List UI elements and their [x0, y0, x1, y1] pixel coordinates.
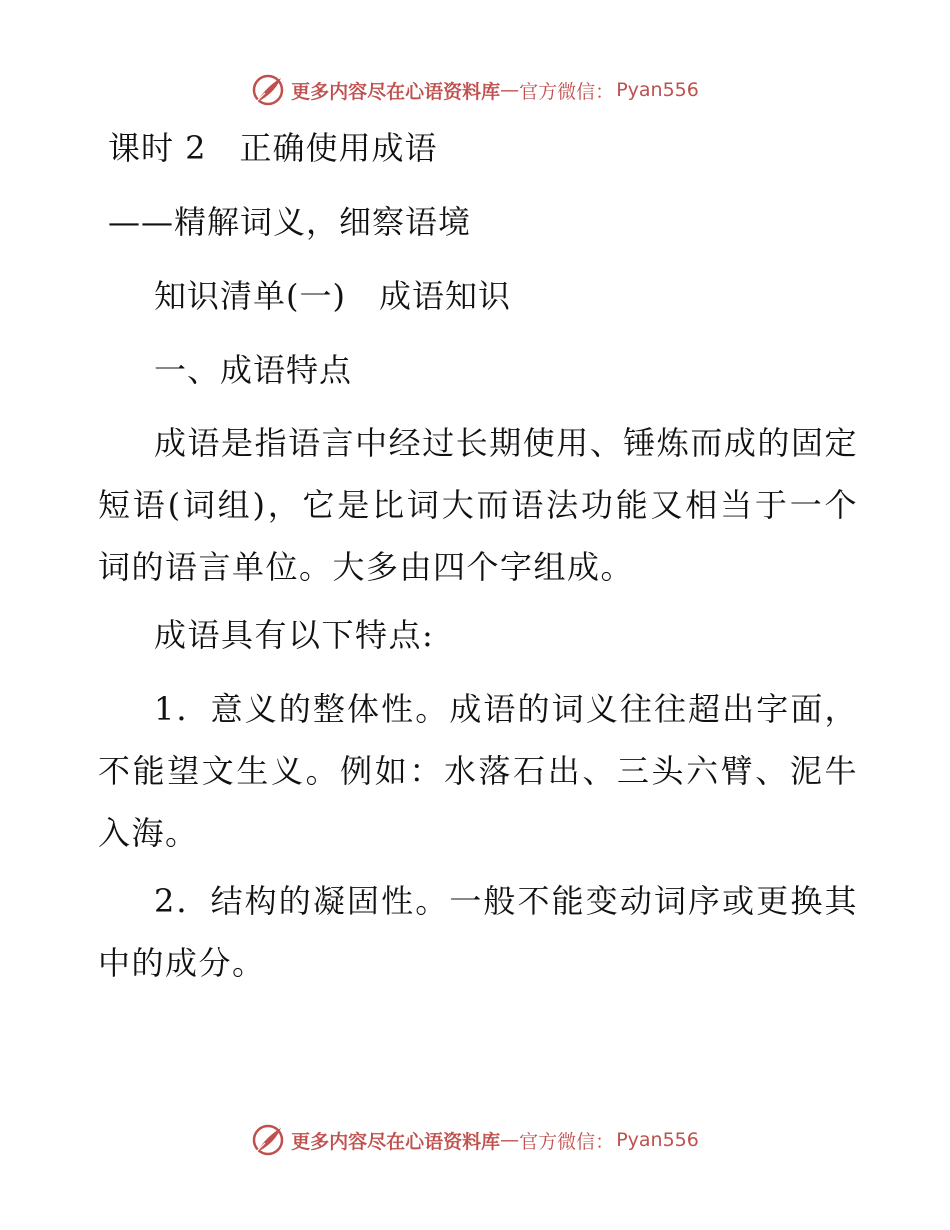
- watermark-account-id: Pyan556: [616, 1129, 699, 1151]
- lesson-subtitle: ——精解词义，细察语境: [108, 203, 472, 241]
- header-watermark: [0, 70, 950, 110]
- feather-pen-logo-icon: [251, 1123, 285, 1157]
- watermark-dash: —: [500, 1129, 520, 1151]
- watermark-main-text: 更多内容尽在心语资料库: [291, 80, 501, 103]
- footer-watermark: [0, 1120, 950, 1160]
- watermark-official-label: 官方微信：: [519, 80, 615, 103]
- watermark-official-label: 官方微信：: [519, 1130, 615, 1153]
- paragraph-feature-2: 2．结构的凝固性。一般不能变动词序或更换其中的成分。: [98, 882, 858, 982]
- watermark-dash: —: [500, 79, 520, 101]
- section-title: 知识清单(一) 成语知识: [154, 277, 511, 315]
- watermark-account-id: Pyan556: [616, 79, 699, 101]
- watermark-main-text: 更多内容尽在心语资料库: [291, 1130, 501, 1153]
- feather-pen-logo-icon: [251, 73, 285, 107]
- subsection-title: 一、成语特点: [154, 351, 353, 389]
- paragraph-definition: 成语是指语言中经过长期使用、锤炼而成的固定短语(词组)，它是比词大而语法功能又相当于一个词的语言单位。大多由四个字组成。: [98, 424, 858, 586]
- paragraph-features-intro: 成语具有以下特点:: [154, 616, 435, 654]
- paragraph-feature-1: 1．意义的整体性。成语的词义往往超出字面，不能望文生义。例如：水落石出、三头六臂、泥牛入海。: [98, 690, 858, 852]
- lesson-title: 课时 2 正确使用成语: [108, 129, 438, 167]
